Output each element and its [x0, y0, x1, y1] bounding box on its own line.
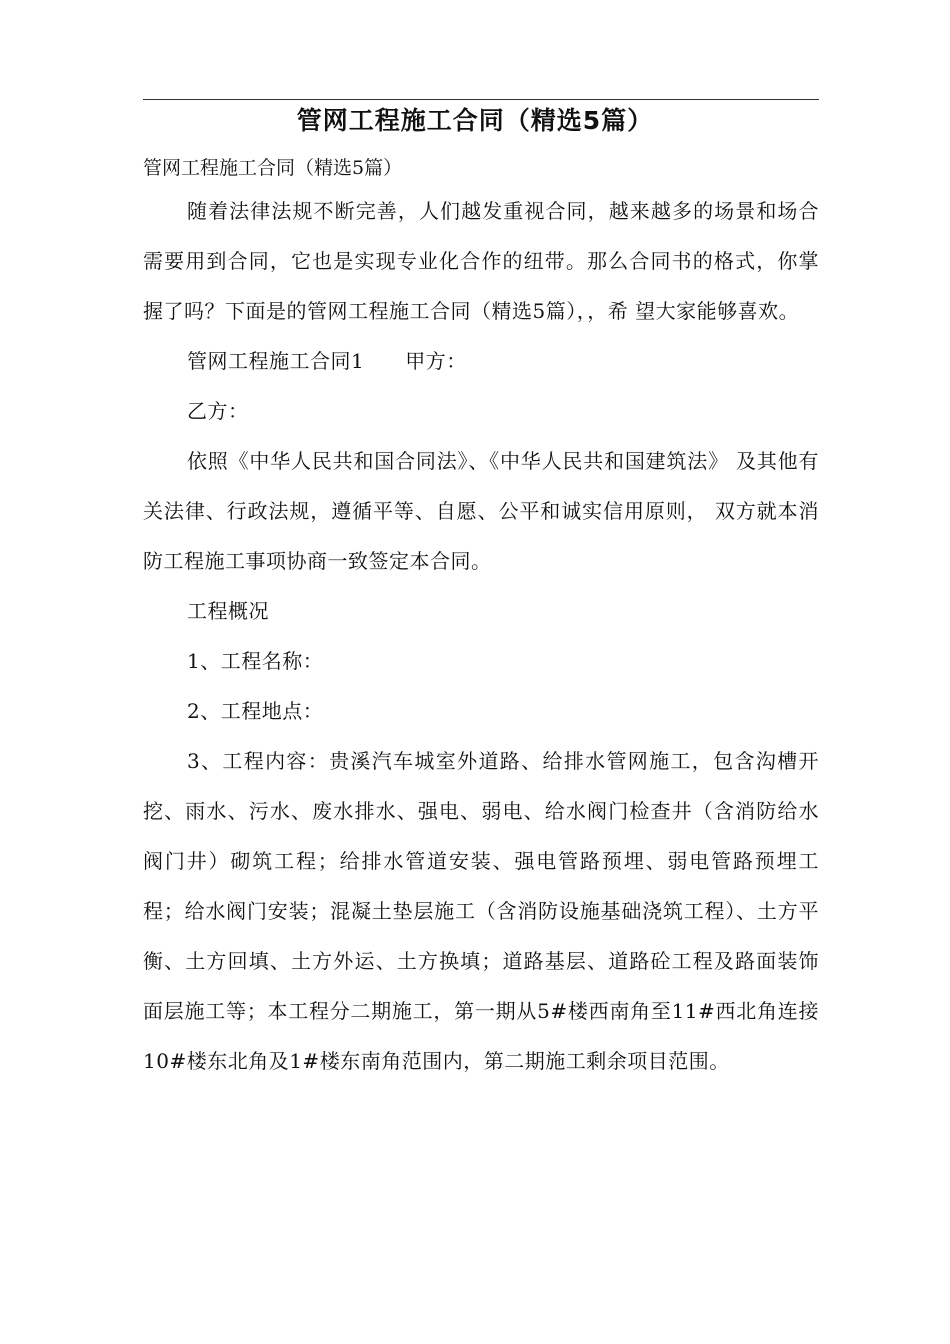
project-location-line: 2、工程地点： — [187, 699, 324, 723]
project-name-line: 1、工程名称： — [187, 649, 324, 673]
legal-basis-paragraph: 依照《中华人民共和国合同法》、《中华人民共和国建筑法》 及其他有关法律、行政法规，遵循平等、自愿、公平和诚实信用原则， 双方就本消防工程施工事项协商一致签定本合同。 — [143, 449, 819, 573]
document-subtitle: 管网工程施工合同（精选5篇） — [143, 157, 403, 179]
document-title: 管网工程施工合同（精选5篇） — [296, 106, 654, 135]
section-heading-overview: 工程概况 — [187, 599, 269, 623]
party-b-line: 乙方： — [187, 399, 249, 423]
intro-paragraph: 随着法律法规不断完善，人们越发重视合同，越来越多的场景和场合需要用到合同，它也是实现专业化合作的纽带。那么合同书的格式，你掌握了吗？下面是的管网工程施工合同（精选5篇），，希 望大家能够喜欢。 — [143, 199, 819, 323]
project-content-paragraph: 3、工程内容：贵溪汽车城室外道路、给排水管网施工，包含沟槽开挖、雨水、污水、废水排水、强电、弱电、给水阀门检查井（含消防给水阀门井）砌筑工程；给排水管道安装、强电管路预埋、弱电管路预埋工程；给水阀门安装；混凝土垫层施工（含消防设施基础浇筑工程）、土方平衡、土方回填、土方外运、土方换填；道路基层、道路砼工程及路面装饰面层施工等；本工程分二期施工，第一期从5#楼西南角至11#西北角连接10#楼东北角及1#楼东南角范围内，第二期施工剩余项目范围。 — [143, 749, 819, 1073]
document-body — [143, 150, 819, 1086]
header-rule — [143, 99, 819, 100]
contract-heading-party-a: 管网工程施工合同1 甲方： — [187, 349, 467, 373]
